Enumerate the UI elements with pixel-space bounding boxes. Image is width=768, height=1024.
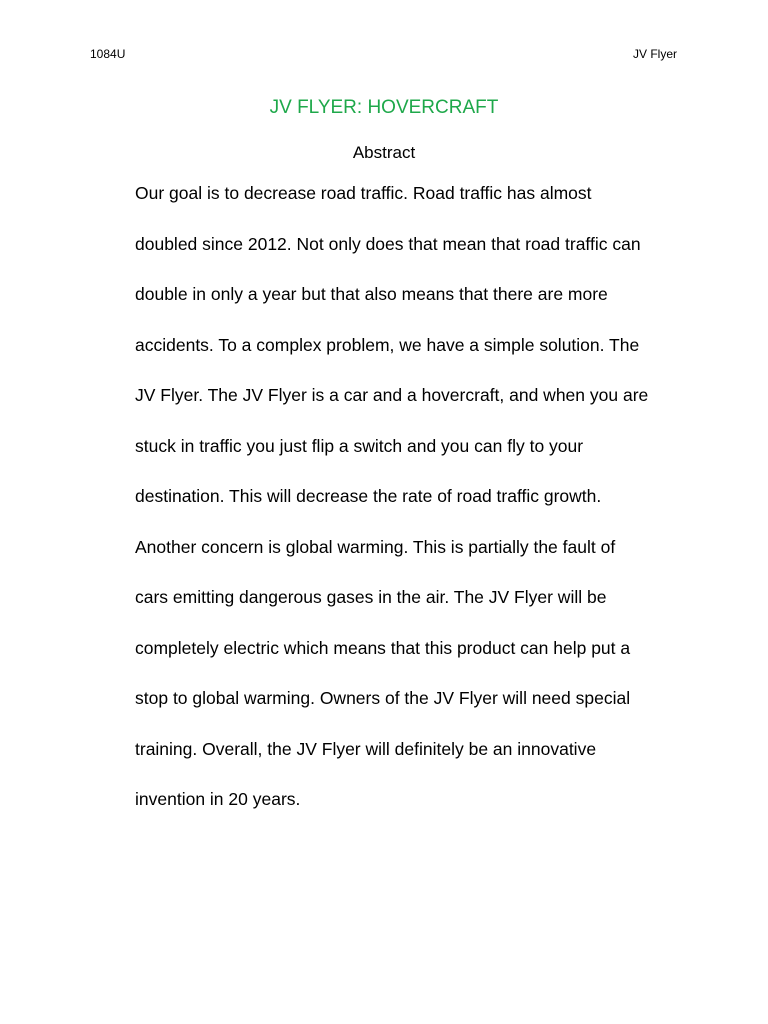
body-line: training. Overall, the JV Flyer will definitely be an innovative [135,738,597,759]
body-line: double in only a year but that also means that there are more [135,284,608,304]
body-line: cars emitting dangerous gases in the air. The JV Flyer will be [135,587,607,607]
body-line: doubled since 2012. Not only does that mean that road traffic can [135,233,641,254]
abstract-body [135,181,695,838]
abstract-heading: Abstract [352,143,416,162]
body-line: JV Flyer. The JV Flyer is a car and a hovercraft, and when you are [135,385,649,405]
body-line: Another concern is global warming. This is partially the fault of [135,536,616,557]
body-line: stuck in traffic you just flip a switch and you can fly to your [135,435,584,456]
body-line: completely electric which means that this product can help put a [135,637,631,658]
body-line: Our goal is to decrease road traffic. Road traffic has almost [135,183,592,203]
body-line: accidents. To a complex problem, we have a simple solution. The [135,334,640,355]
header-left-text: 1084U [90,47,126,61]
body-line: stop to global warming. Owners of the JV Flyer will need special [135,688,631,708]
body-line: destination. This will decrease the rate of road traffic growth. [135,486,602,506]
body-line: invention in 20 years. [135,789,301,809]
header-right-text: JV Flyer [632,47,677,61]
document-title: JV FLYER: HOVERCRAFT [269,97,499,118]
